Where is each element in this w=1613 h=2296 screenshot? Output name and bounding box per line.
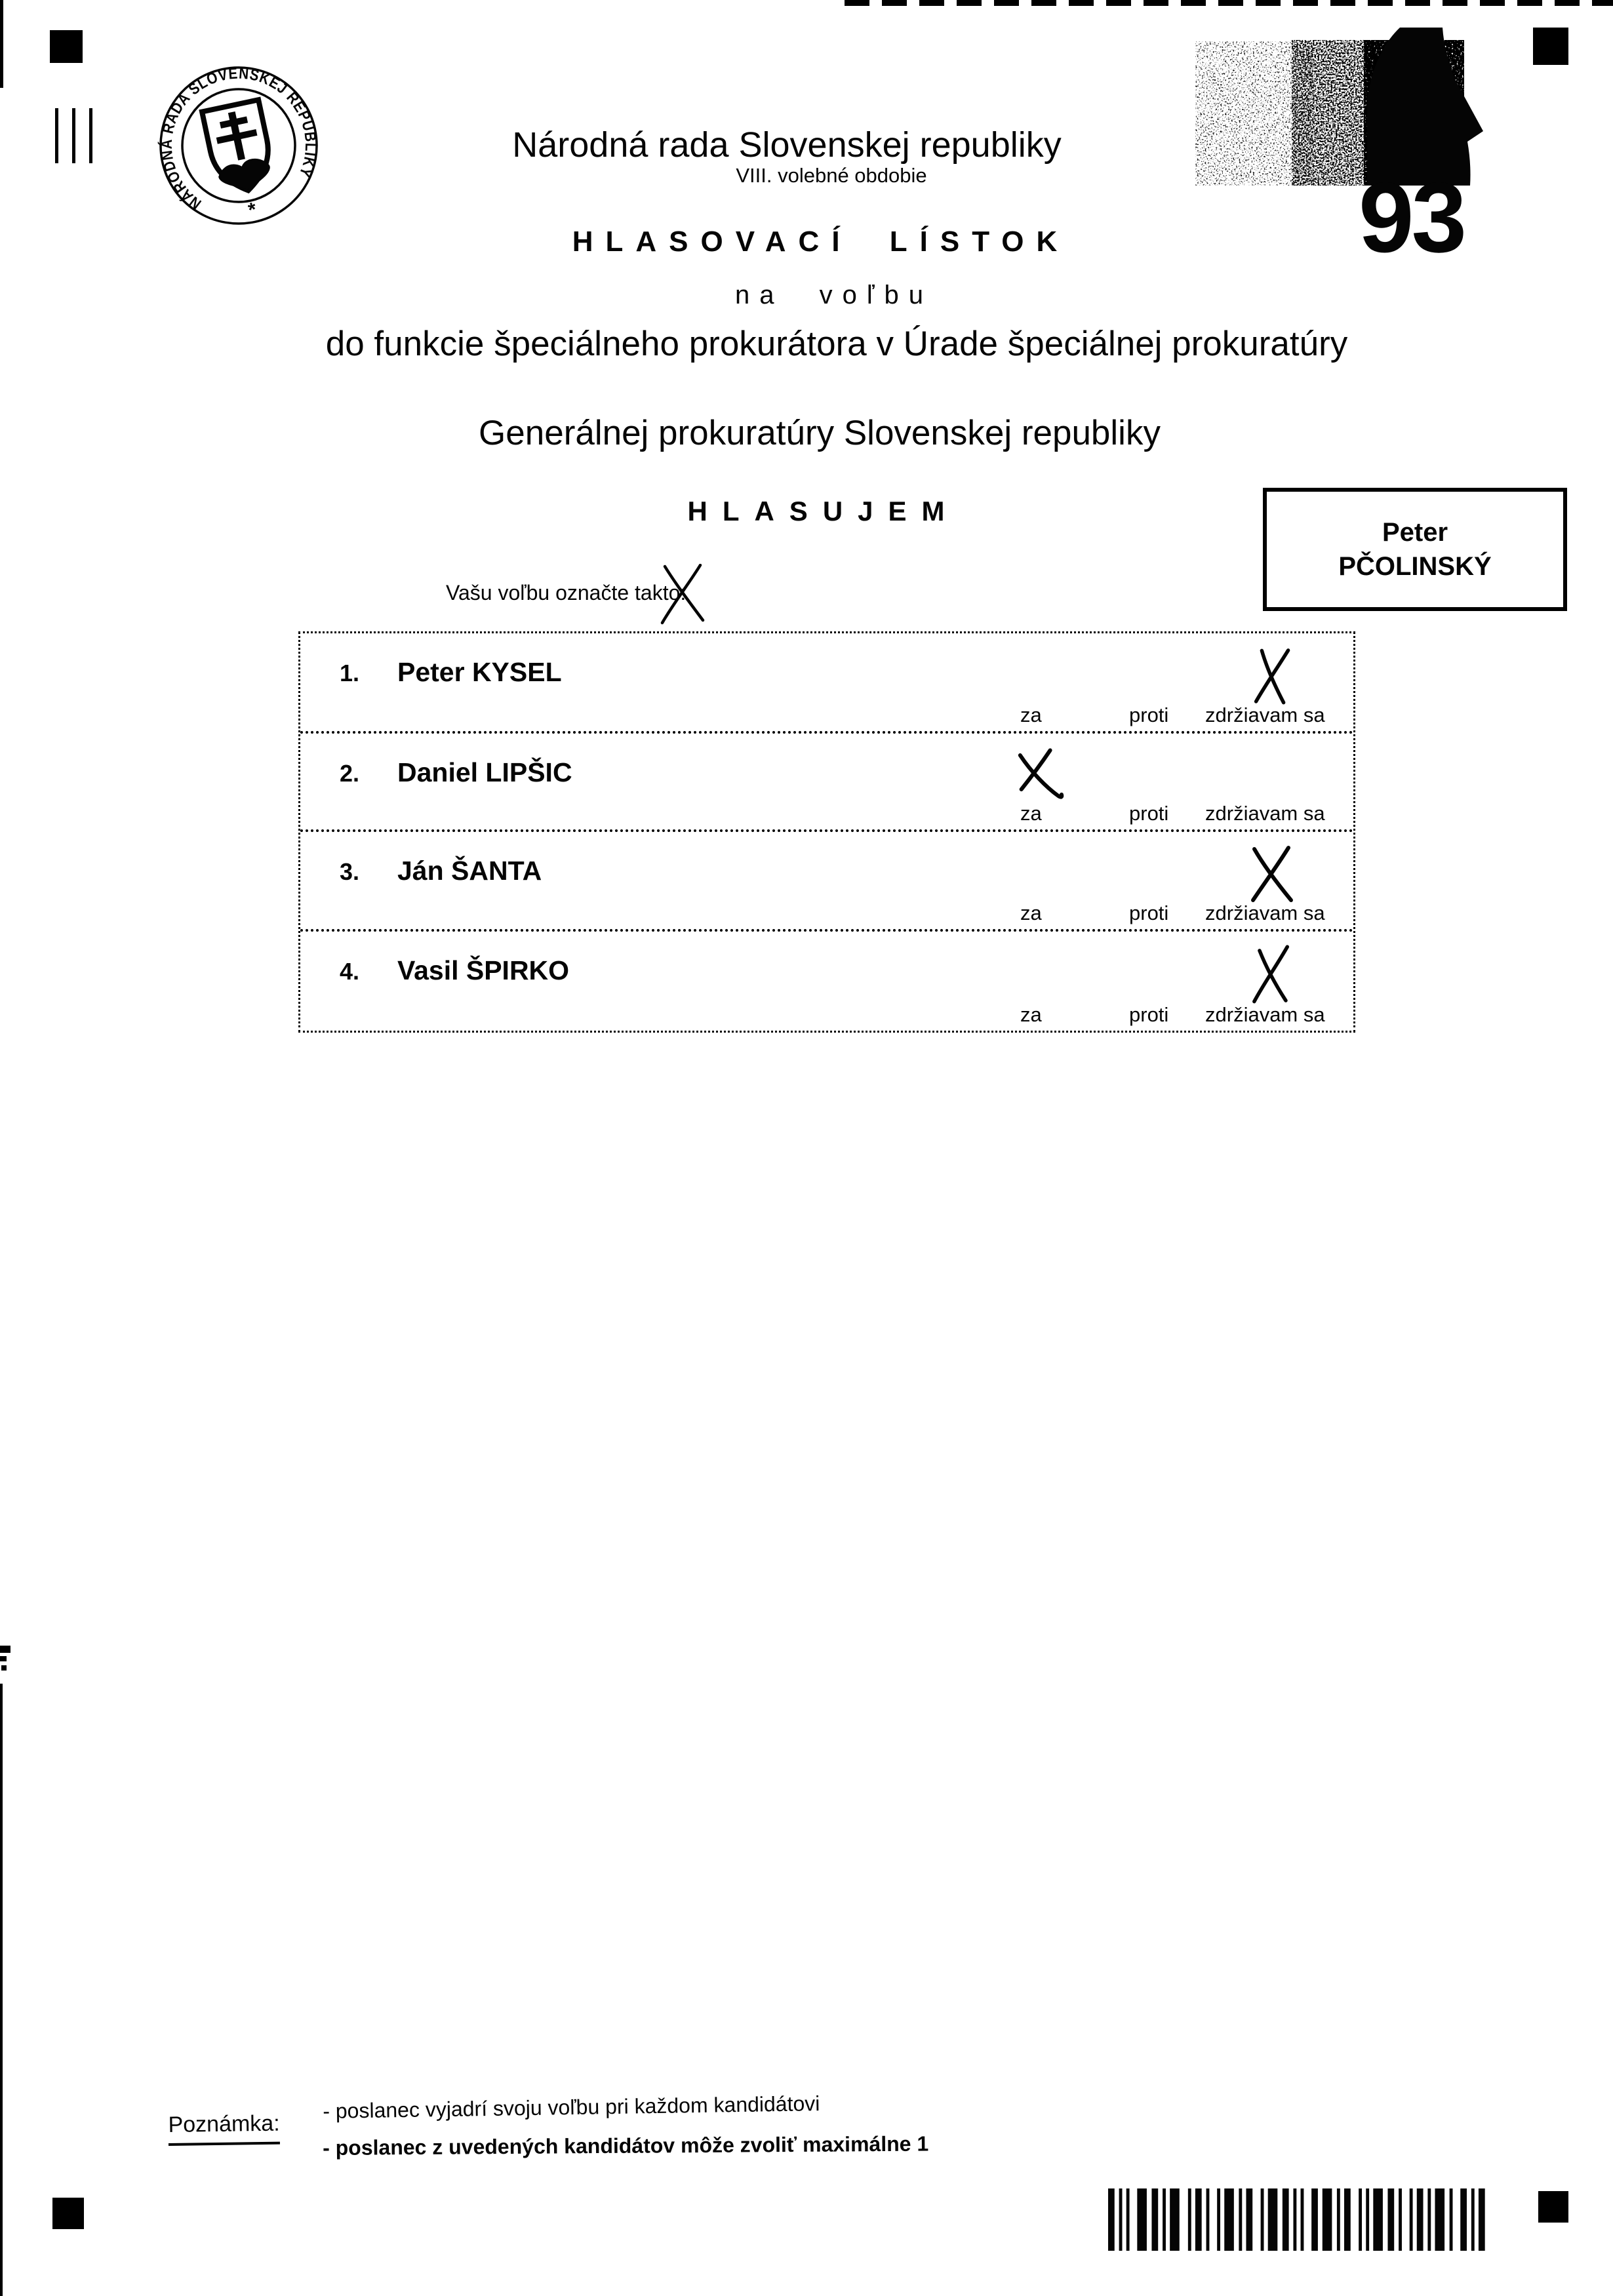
seal-coat-of-arms — [202, 100, 277, 196]
registration-square-top-left — [50, 30, 83, 63]
vote-x-mark — [1248, 646, 1298, 707]
option-proti: proti — [1129, 901, 1169, 924]
registration-square-bottom-left — [52, 2198, 84, 2229]
candidate-number: 2. — [340, 760, 360, 787]
election-title-line2: Generálnej prokuratúry Slovenskej republiky — [479, 414, 1161, 452]
candidate-table — [298, 631, 1355, 1033]
note-line-2: - poslanec z uvedených kandidátov môže zvoliť maximálne 1 — [323, 2131, 929, 2160]
candidate-name: Peter KYSEL — [397, 657, 562, 687]
candidate-number: 4. — [340, 958, 360, 985]
tally-line — [55, 108, 58, 163]
option-proti: proti — [1129, 1003, 1169, 1026]
registration-square-top-right — [1533, 28, 1568, 65]
scan-left-edge-line — [0, 1684, 3, 2296]
vote-x-mark — [1014, 747, 1064, 807]
candidate-number: 1. — [340, 660, 360, 686]
scan-left-edge-mark — [0, 0, 3, 88]
note-line-1: - poslanec vyjadrí svoju voľbu pri každom kandidátovi — [323, 2091, 820, 2123]
candidate-name: Ján ŠANTA — [397, 856, 542, 886]
option-za: za — [1020, 901, 1042, 924]
scan-left-edge-blob — [0, 1656, 7, 1661]
seal-ring-text: NÁRODNÁ RADA SLOVENSKEJ REPUBLIKY — [157, 64, 320, 213]
tally-line — [72, 108, 75, 163]
scan-top-dashed-line — [845, 0, 1613, 6]
option-za: za — [1020, 703, 1042, 726]
candidate-row — [300, 832, 1353, 932]
candidate-row — [300, 633, 1353, 734]
option-zdrziavam-sa: zdržiavam sa — [1205, 703, 1325, 726]
candidate-name: Daniel LIPŠIC — [397, 757, 572, 787]
tally-line — [89, 108, 92, 163]
vote-x-mark — [1248, 945, 1298, 1005]
option-zdrziavam-sa: zdržiavam sa — [1205, 1003, 1325, 1026]
voter-last-name: PČOLINSKÝ — [1338, 552, 1492, 581]
option-zdrziavam-sa: zdržiavam sa — [1205, 901, 1325, 924]
scan-left-edge-blob — [1, 1665, 7, 1671]
vote-heading: HLASUJEM — [687, 496, 960, 526]
vote-x-mark — [1248, 845, 1298, 905]
voter-first-name: Peter — [1382, 518, 1448, 547]
candidate-row — [300, 932, 1353, 1031]
candidate-name: Vasil ŠPIRKO — [397, 955, 570, 985]
sample-x-mark — [657, 564, 709, 625]
election-title-line1: do funkcie špeciálneho prokurátora v Úrade špeciálnej prokuratúry — [325, 325, 1348, 363]
option-proti: proti — [1129, 703, 1169, 726]
org-title: Národná rada Slovenskej republiky — [512, 125, 1062, 165]
barcode — [1108, 2188, 1486, 2251]
mark-instruction: Vašu voľbu označte takto: — [446, 581, 687, 604]
ballot-number: 93 — [1359, 162, 1465, 273]
option-za: za — [1020, 1003, 1042, 1026]
legislative-term: VIII. volebné obdobie — [736, 164, 927, 187]
candidate-number: 3. — [340, 858, 360, 885]
voter-name-box — [1263, 488, 1567, 611]
option-proti: proti — [1129, 802, 1169, 825]
document-title: HLASOVACÍ LÍSTOK — [572, 226, 1070, 258]
national-council-seal — [156, 62, 321, 231]
seal-star: * — [246, 198, 259, 222]
scan-left-edge-blob — [0, 1646, 10, 1653]
option-zdrziavam-sa: zdržiavam sa — [1205, 802, 1325, 825]
registration-square-bottom-right — [1538, 2191, 1568, 2223]
option-za: za — [1020, 802, 1042, 825]
document-subtitle: na voľbu — [734, 281, 934, 309]
note-label: Poznámka: — [168, 2111, 280, 2146]
candidate-row — [300, 734, 1353, 832]
